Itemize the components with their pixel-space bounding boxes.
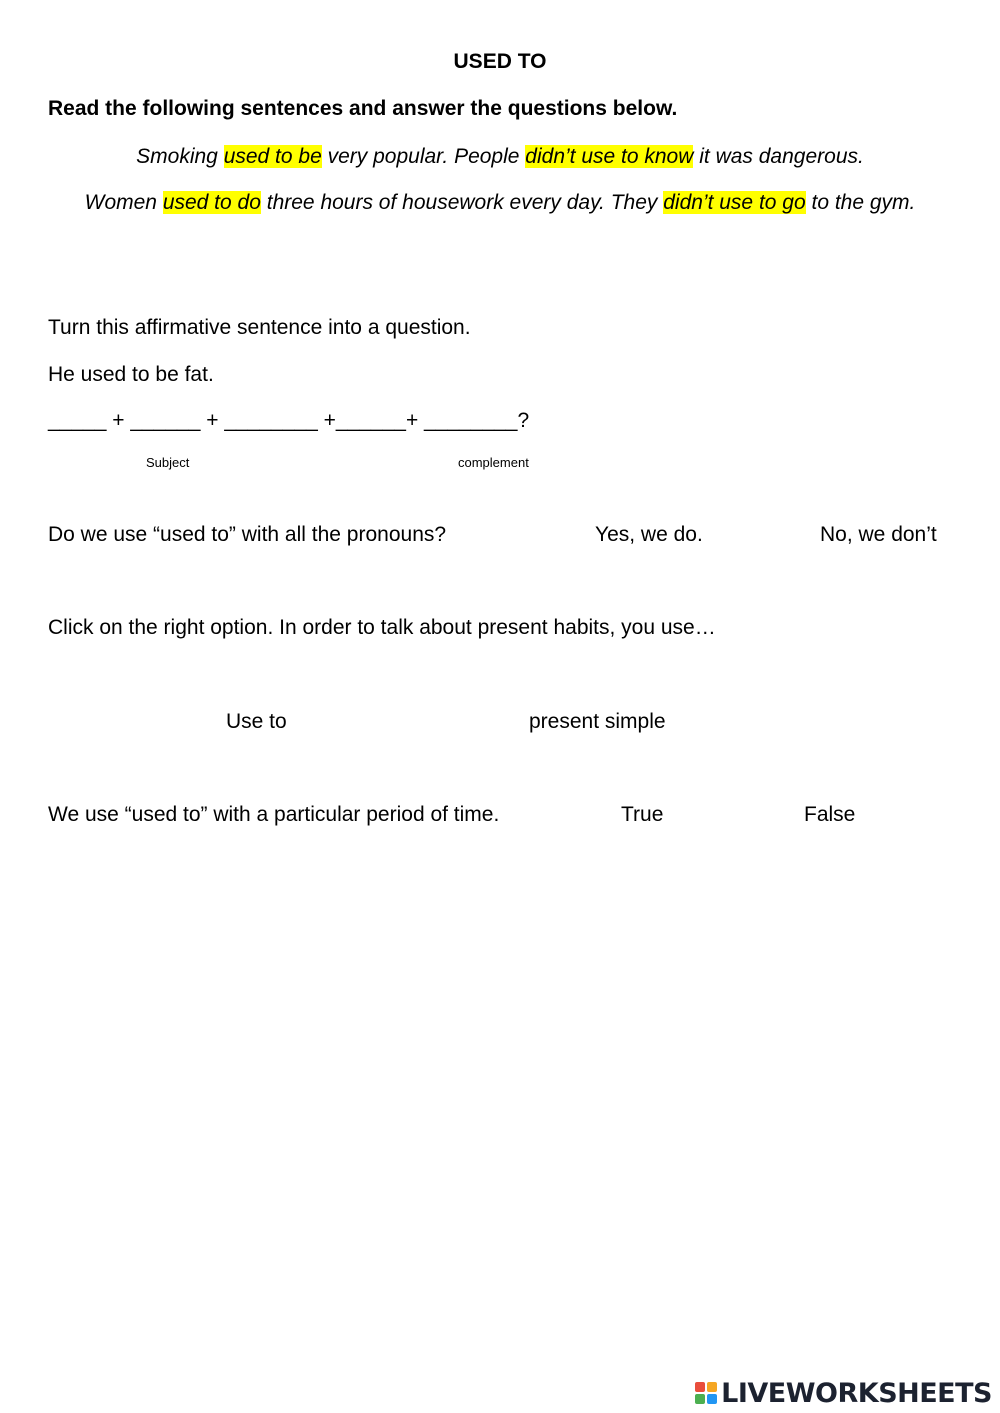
highlighted-phrase: didn’t use to go (663, 191, 806, 214)
q4-option-false[interactable]: False (804, 803, 856, 826)
highlighted-phrase: used to be (223, 145, 322, 168)
q2-prompt: Do we use “used to” with all the pronouns? (48, 523, 447, 546)
label-complement: complement (458, 455, 529, 470)
sentence-fragment: to the gym. (805, 191, 916, 214)
q1-prompt: Turn this affirmative sentence into a question. (48, 316, 471, 339)
example-sentence-2 (60, 186, 940, 220)
sentence-fragment: Women (84, 191, 163, 214)
logo-square (707, 1382, 717, 1392)
liveworksheets-logo (695, 1377, 992, 1409)
logo-square (695, 1382, 705, 1392)
q3-option-use-to[interactable]: Use to (226, 710, 287, 733)
logo-square (707, 1394, 717, 1404)
logo-text: LIVEWORKSHEETS (721, 1377, 992, 1409)
worksheet-title: USED TO (453, 50, 547, 73)
q3-prompt: Click on the right option. In order to talk about present habits, you use… (48, 616, 716, 639)
q1-answer-pattern[interactable]: _____ + ______ + ________ +______+ ________? (48, 409, 530, 432)
sentence-fragment: it was dangerous. (693, 145, 864, 168)
highlighted-phrase: didn’t use to know (525, 145, 694, 168)
q1-sentence: He used to be fat. (48, 363, 214, 386)
logo-squares-icon (695, 1382, 717, 1404)
sentence-fragment: three hours of housework every day. They (260, 191, 664, 214)
sentence-fragment: Smoking (136, 145, 224, 168)
label-subject: Subject (146, 455, 190, 470)
highlighted-phrase: used to do (162, 191, 261, 214)
q2-option-no[interactable]: No, we don’t (820, 523, 937, 546)
q4-option-true[interactable]: True (621, 803, 664, 826)
sentence-fragment: very popular. People (321, 145, 526, 168)
q4-prompt: We use “used to” with a particular period of time. (48, 803, 500, 826)
q2-option-yes[interactable]: Yes, we do. (595, 523, 703, 546)
logo-square (695, 1394, 705, 1404)
instruction-text: Read the following sentences and answer the questions below. (48, 97, 678, 120)
q3-option-present-simple[interactable]: present simple (529, 710, 666, 733)
example-sentence-1 (60, 140, 940, 174)
